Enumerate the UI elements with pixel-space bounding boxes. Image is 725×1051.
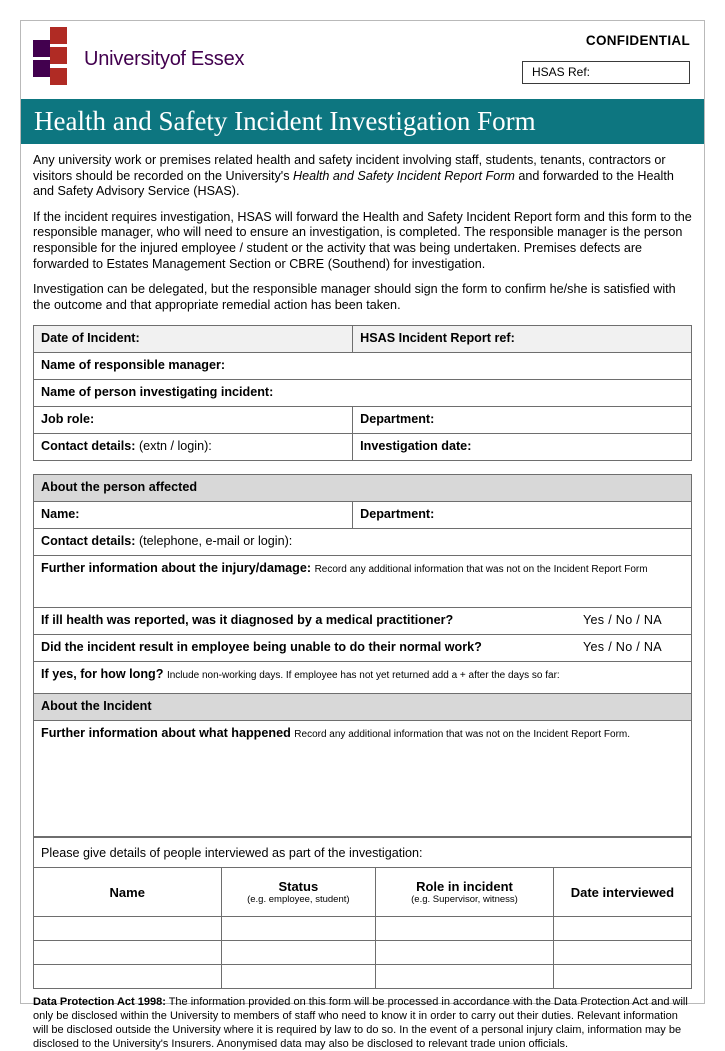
cell-date[interactable] (553, 965, 691, 989)
cell-status[interactable] (221, 965, 376, 989)
incident-meta-table (33, 325, 692, 461)
field-affected-department[interactable]: Department: (353, 502, 692, 529)
form-page (20, 20, 705, 1051)
essex-logo-mark-icon (32, 27, 74, 91)
field-affected-contact-label: Contact details: (41, 534, 136, 549)
hsas-ref-field[interactable] (522, 61, 690, 84)
field-contact-details-note: (extn / login): (138, 439, 212, 454)
column-header-status-text: Status (278, 878, 319, 894)
incident-report-form-title: Health and Safety Incident Report Form (293, 168, 515, 183)
field-hsas-incident-report-ref[interactable]: HSAS Incident Report ref: (353, 326, 692, 353)
table-row (34, 556, 692, 608)
column-header-status (221, 868, 376, 917)
intro-paragraph-3: Investigation can be delegated, but the responsible manager should sign the form to confirm he/she is satisfied with the outcome and that appropriate remedial action has been taken. (33, 282, 676, 312)
confidential-label: CONFIDENTIAL (585, 33, 690, 48)
column-header-role-sub: (e.g. Supervisor, witness) (411, 893, 518, 905)
further-info-injury-note: Record any additional information that was not on the Incident Report Form (314, 564, 648, 576)
table-row (34, 502, 692, 529)
intro-p1-part-b: and forwarded to the Health and Safety Advisory Service (HSAS). (33, 168, 674, 199)
column-header-status-sub: (e.g. employee, student) (247, 893, 350, 905)
further-info-injury-label: Further information about the injury/damage: (41, 561, 312, 576)
cell-name[interactable] (34, 941, 222, 965)
table-row (34, 608, 692, 635)
table-row (34, 965, 692, 989)
table-header-row (34, 868, 692, 917)
section-heading-person-affected: About the person affected (34, 475, 692, 502)
logo-word-university: University (84, 47, 170, 70)
table-row (34, 407, 692, 434)
question-unable-to-work-options[interactable]: Yes / No / NA (582, 640, 662, 655)
table-row (34, 326, 692, 353)
field-investigation-date[interactable]: Investigation date: (353, 434, 692, 461)
field-further-info-happened[interactable] (34, 721, 692, 837)
field-further-info-injury[interactable] (34, 556, 692, 608)
page-header (21, 21, 704, 99)
form-body (21, 144, 704, 989)
field-how-long-note: Include non-working days. If employee has not yet returned add a + after the days so far: (166, 670, 560, 682)
question-unable-to-work-label: Did the incident result in employee being unable to do their normal work? (41, 640, 482, 655)
field-contact-details-label: Contact details: (41, 439, 136, 454)
table-row (34, 380, 692, 407)
table-row (34, 353, 692, 380)
column-header-date-interviewed (553, 868, 691, 917)
cell-date[interactable] (553, 917, 691, 941)
question-ill-health-label: If ill health was reported, was it diagnosed by a medical practitioner? (41, 613, 454, 628)
field-person-investigating[interactable]: Name of person investigating incident: (34, 380, 692, 407)
logo-square-red-1 (50, 27, 67, 44)
table-row (34, 941, 692, 965)
data-protection-label: Data Protection Act 1998: (33, 996, 166, 1009)
field-job-role[interactable]: Job role: (34, 407, 353, 434)
further-info-happened-note: Record any additional information that was not on the Incident Report Form. (294, 729, 631, 741)
field-affected-contact-details[interactable] (34, 529, 692, 556)
logo-square-red-3 (50, 68, 67, 85)
column-header-role (376, 868, 554, 917)
field-responsible-manager[interactable]: Name of responsible manager: (34, 353, 692, 380)
table-row (34, 635, 692, 662)
cell-name[interactable] (34, 965, 222, 989)
interviewees-table (33, 837, 692, 989)
further-info-happened-label: Further information about what happened (41, 726, 291, 741)
person-affected-table (33, 474, 692, 837)
cell-date[interactable] (553, 941, 691, 965)
table-row (34, 529, 692, 556)
title-banner (21, 99, 704, 144)
column-header-date-text: Date interviewed (570, 884, 675, 900)
intro-paragraph-1 (33, 153, 692, 200)
data-protection-text: The information provided on this form will be processed in accordance with the Data Protection Act and will only be disclosed within the University to members of staff who need to know it in order to carry out their duties. Relevant information will be disclosed outside the University where it is required by law to do so. In the event of a personal injury claim, information may be disclosed to the University's Insurers. Anonymised data may also be disclosed to relevant trade union officials. (33, 996, 688, 1051)
table-row (34, 475, 692, 502)
university-name (84, 48, 244, 71)
field-how-long-label: If yes, for how long? (41, 667, 164, 682)
cell-role[interactable] (376, 917, 554, 941)
logo-square-red-2 (50, 47, 67, 64)
section-heading-about-incident: About the Incident (34, 694, 692, 721)
cell-status[interactable] (221, 941, 376, 965)
column-header-name (34, 868, 222, 917)
interviewees-intro: Please give details of people interviewed as part of the investigation: (34, 838, 692, 868)
field-date-of-incident[interactable]: Date of Incident: (34, 326, 353, 353)
logo-word-of: of (169, 47, 186, 70)
section-spacer (33, 461, 692, 474)
logo-square-purple-1 (33, 40, 50, 57)
field-affected-name[interactable]: Name: (34, 502, 353, 529)
field-contact-details[interactable] (34, 434, 353, 461)
logo-square-purple-2 (33, 60, 50, 77)
data-protection-notice (21, 989, 704, 1051)
cell-role[interactable] (376, 965, 554, 989)
logo-word-essex: Essex (190, 47, 245, 70)
table-row (34, 662, 692, 694)
intro-p1-part-a: Any university work or premises related health and safety incident involving staff, students, tenants, contractors or visitors should be recorded on the University's (33, 153, 666, 183)
university-logo (32, 27, 244, 91)
field-how-long[interactable] (34, 662, 692, 694)
table-row (34, 917, 692, 941)
cell-role[interactable] (376, 941, 554, 965)
hsas-ref-label: HSAS Ref: (532, 65, 591, 79)
cell-name[interactable] (34, 917, 222, 941)
column-header-name-text: Name (109, 884, 145, 900)
table-row (34, 694, 692, 721)
table-row (34, 838, 692, 868)
field-affected-contact-note: (telephone, e-mail or login): (138, 534, 293, 549)
intro-paragraph-2: If the incident requires investigation, HSAS will forward the Health and Safety Incident Report form and this form to the responsible manager, who will need to ensure an investigation, is completed. The responsible manager is the person responsible for the injured employee / student or the activity that was being undertaken. Premises defects are forwarded to Estates Management Section or CBRE (Southend) for investigation. (33, 209, 692, 271)
table-row (34, 434, 692, 461)
field-department[interactable]: Department: (353, 407, 692, 434)
question-ill-health-options[interactable]: Yes / No / NA (582, 613, 662, 628)
question-ill-health-diagnosed[interactable] (34, 608, 692, 635)
table-row (34, 721, 692, 837)
column-header-role-text: Role in incident (416, 878, 513, 894)
page-title: Health and Safety Incident Investigation Form (34, 106, 536, 136)
cell-status[interactable] (221, 917, 376, 941)
question-unable-to-work[interactable] (34, 635, 692, 662)
